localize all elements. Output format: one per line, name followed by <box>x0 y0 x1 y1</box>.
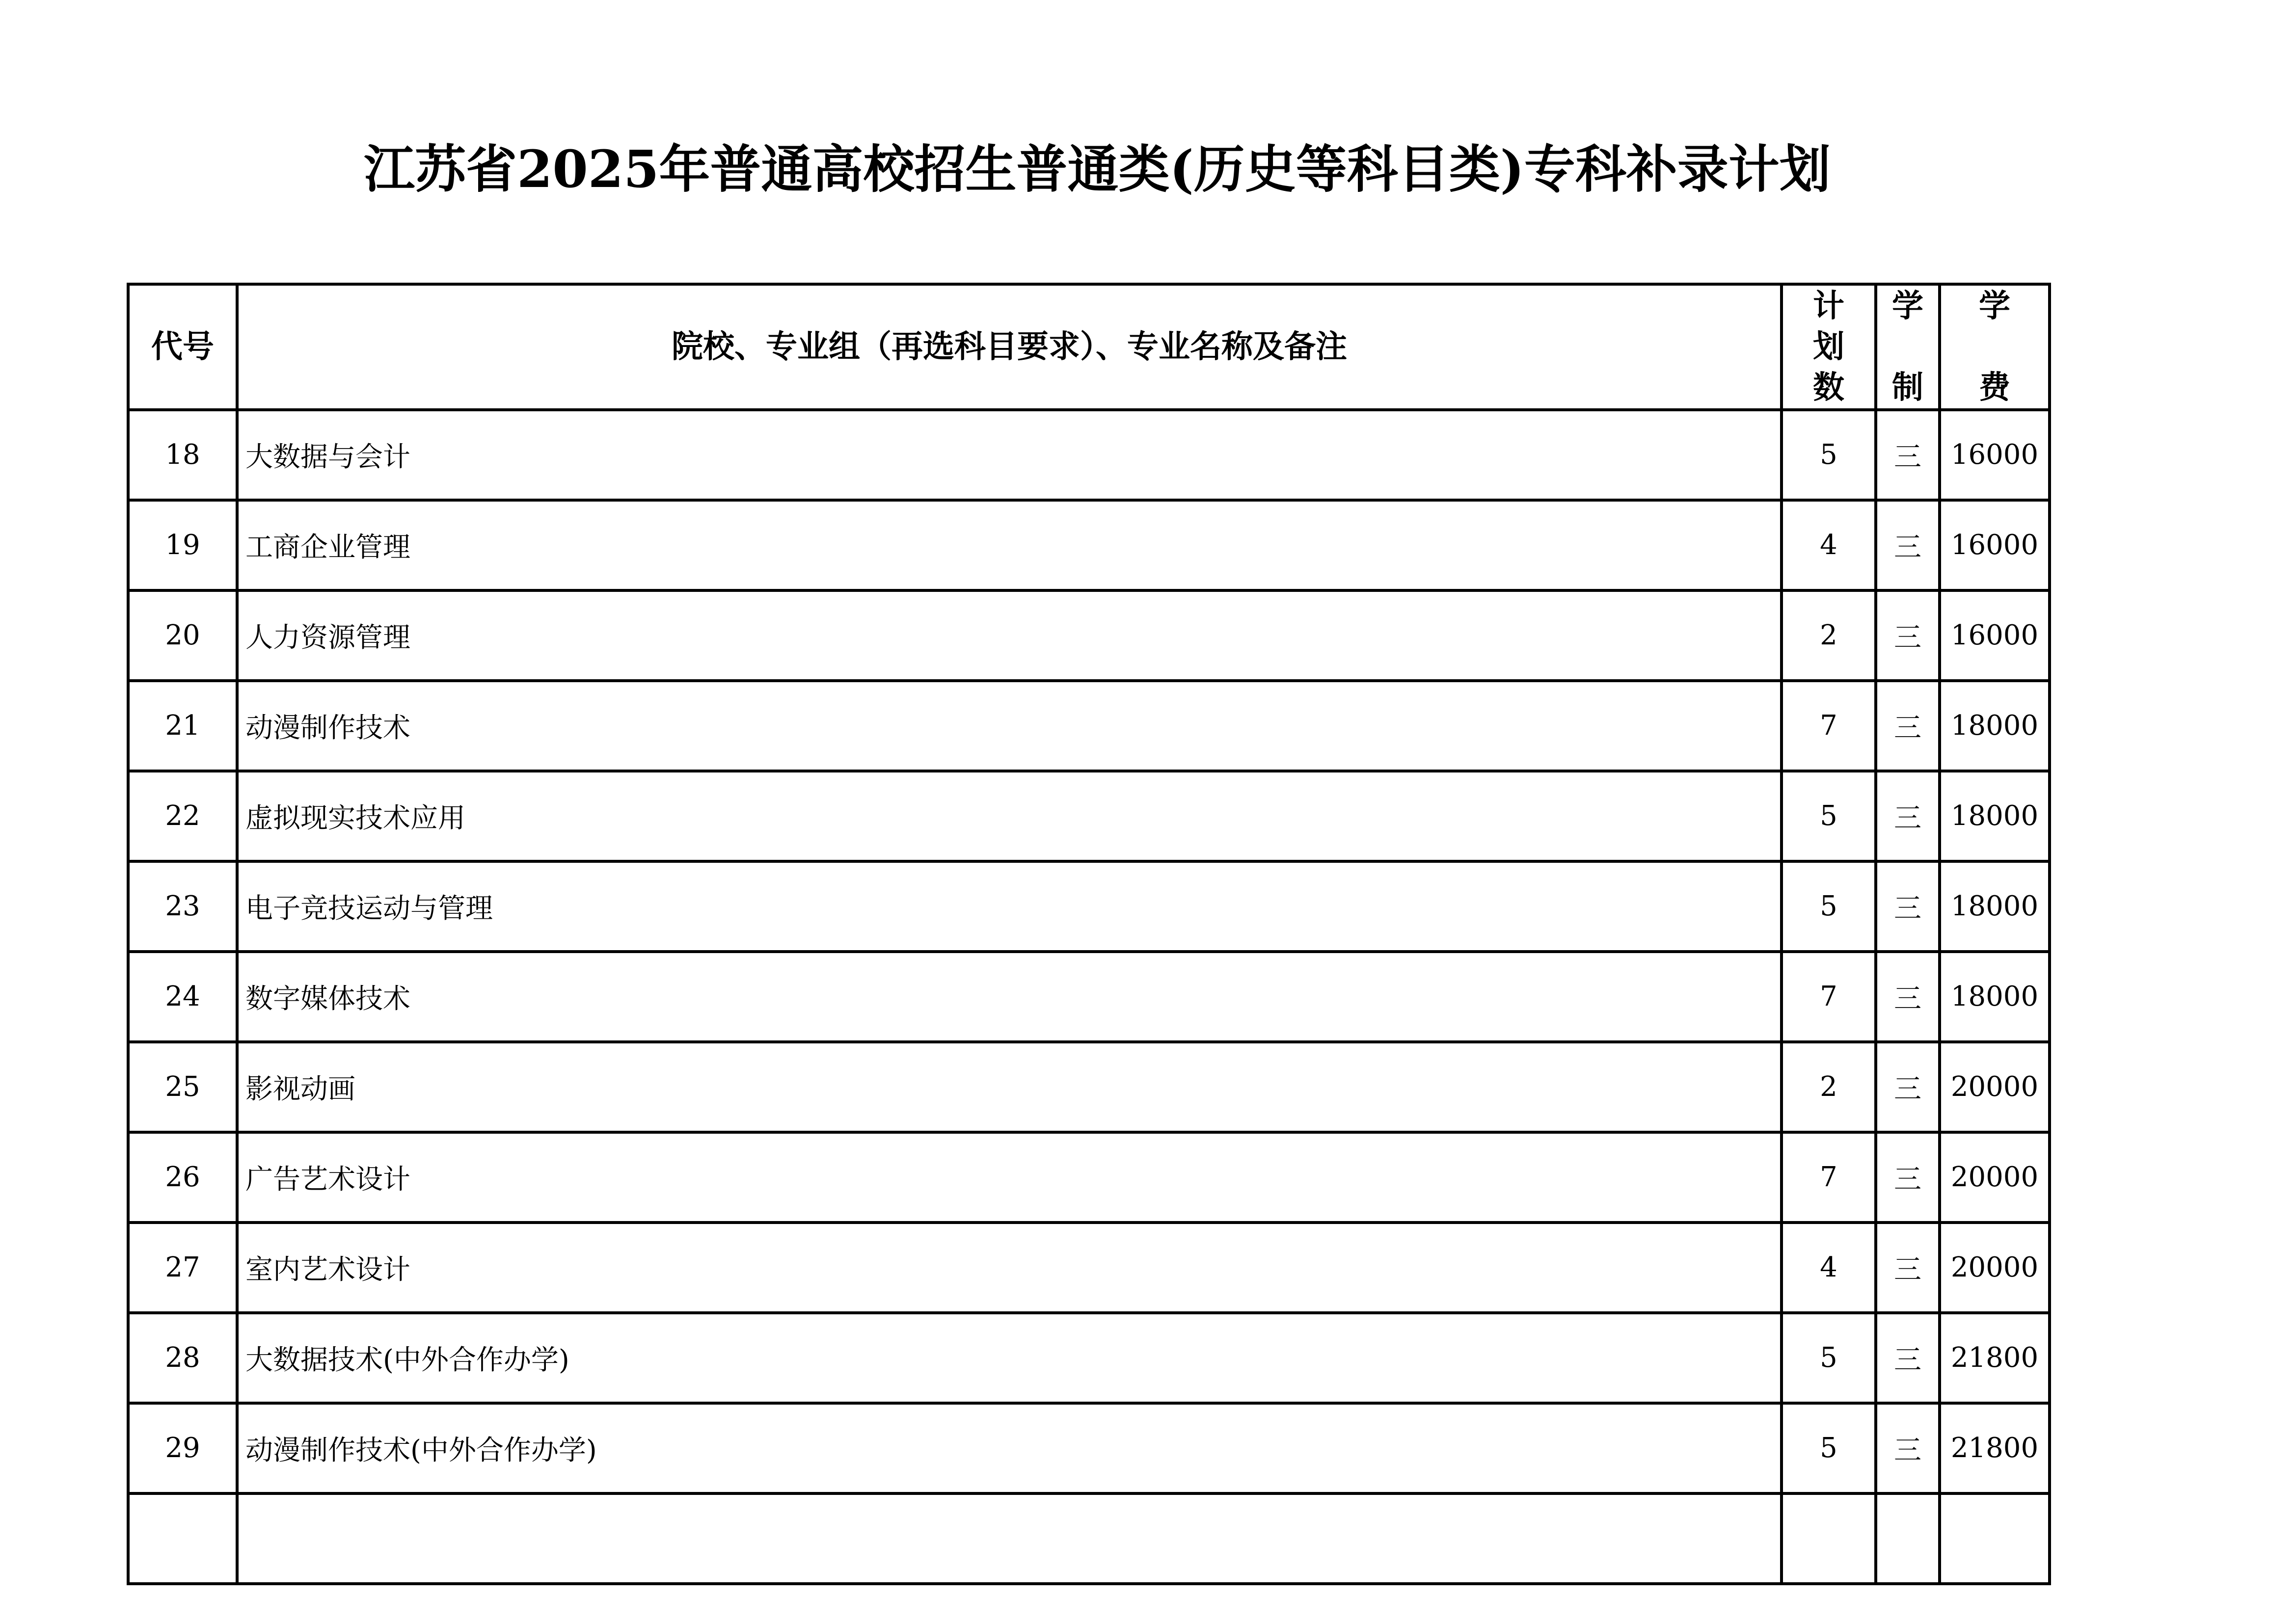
table-header-row <box>128 284 2050 410</box>
cell-code <box>128 1493 237 1584</box>
header-plan-char: 数 <box>1813 369 1844 406</box>
cell-plan-count: 7 <box>1782 1132 1876 1223</box>
cell-major-name: 数字媒体技术 <box>237 952 1782 1042</box>
table-row <box>128 681 2050 771</box>
cell-plan-count: 2 <box>1782 590 1876 681</box>
cell-code: 21 <box>128 681 237 771</box>
cell-major-name: 室内艺术设计 <box>237 1223 1782 1313</box>
cell-code: 19 <box>128 500 237 590</box>
table-row <box>128 952 2050 1042</box>
table-body <box>128 410 2050 1584</box>
cell-duration: 三 <box>1876 410 1940 500</box>
cell-duration: 三 <box>1876 681 1940 771</box>
header-plan <box>1782 284 1876 410</box>
header-duration <box>1876 284 1940 410</box>
cell-tuition: 20000 <box>1940 1042 2050 1132</box>
cell-duration: 三 <box>1876 1132 1940 1223</box>
cell-tuition: 16000 <box>1940 410 2050 500</box>
header-fee-char: 费 <box>1979 369 2010 406</box>
header-plan-char: 划 <box>1813 328 1844 366</box>
header-plan-char: 计 <box>1813 288 1844 324</box>
table-row <box>128 1223 2050 1313</box>
cell-plan-count: 7 <box>1782 952 1876 1042</box>
cell-code: 20 <box>128 590 237 681</box>
page-title: 江苏省2025年普通高校招生普通类(历史等科目类)专科补录计划 <box>364 139 1831 199</box>
header-duration-char: 制 <box>1892 369 1923 406</box>
cell-tuition: 18000 <box>1940 861 2050 952</box>
table-row <box>128 1132 2050 1223</box>
cell-major-name: 广告艺术设计 <box>237 1132 1782 1223</box>
table-row <box>128 500 2050 590</box>
table-row <box>128 410 2050 500</box>
table-row <box>128 1493 2050 1584</box>
cell-plan-count: 4 <box>1782 1223 1876 1313</box>
cell-code: 24 <box>128 952 237 1042</box>
cell-plan-count: 4 <box>1782 500 1876 590</box>
cell-code: 18 <box>128 410 237 500</box>
table-row <box>128 1403 2050 1493</box>
cell-plan-count: 5 <box>1782 771 1876 861</box>
cell-code: 28 <box>128 1313 237 1403</box>
cell-major-name: 影视动画 <box>237 1042 1782 1132</box>
table-row <box>128 771 2050 861</box>
cell-duration: 三 <box>1876 861 1940 952</box>
cell-duration: 三 <box>1876 1223 1940 1313</box>
cell-duration: 三 <box>1876 1313 1940 1403</box>
cell-tuition <box>1940 1493 2050 1584</box>
cell-tuition: 16000 <box>1940 590 2050 681</box>
cell-tuition: 18000 <box>1940 771 2050 861</box>
cell-duration: 三 <box>1876 590 1940 681</box>
enrollment-plan-table <box>127 283 2051 1585</box>
cell-tuition: 16000 <box>1940 500 2050 590</box>
cell-tuition: 18000 <box>1940 681 2050 771</box>
header-code: 代号 <box>128 284 237 410</box>
cell-duration: 三 <box>1876 1042 1940 1132</box>
cell-duration: 三 <box>1876 952 1940 1042</box>
cell-tuition: 20000 <box>1940 1223 2050 1313</box>
cell-major-name: 人力资源管理 <box>237 590 1782 681</box>
cell-plan-count: 5 <box>1782 1313 1876 1403</box>
cell-code: 26 <box>128 1132 237 1223</box>
cell-major-name: 动漫制作技术(中外合作办学) <box>237 1403 1782 1493</box>
cell-code: 25 <box>128 1042 237 1132</box>
cell-duration <box>1876 1493 1940 1584</box>
header-name: 院校、专业组（再选科目要求）、专业名称及备注 <box>237 284 1782 410</box>
table-row <box>128 861 2050 952</box>
table-row <box>128 1313 2050 1403</box>
cell-major-name: 虚拟现实技术应用 <box>237 771 1782 861</box>
cell-major-name: 大数据技术(中外合作办学) <box>237 1313 1782 1403</box>
cell-plan-count: 5 <box>1782 1403 1876 1493</box>
cell-major-name: 大数据与会计 <box>237 410 1782 500</box>
cell-major-name: 动漫制作技术 <box>237 681 1782 771</box>
cell-plan-count <box>1782 1493 1876 1584</box>
cell-tuition: 21800 <box>1940 1403 2050 1493</box>
header-duration-char: 学 <box>1892 288 1923 324</box>
cell-code: 23 <box>128 861 237 952</box>
cell-plan-count: 7 <box>1782 681 1876 771</box>
cell-code: 27 <box>128 1223 237 1313</box>
header-fee-char: 学 <box>1979 288 2010 324</box>
table-row <box>128 1042 2050 1132</box>
cell-major-name: 工商企业管理 <box>237 500 1782 590</box>
cell-code: 22 <box>128 771 237 861</box>
cell-tuition: 21800 <box>1940 1313 2050 1403</box>
cell-tuition: 20000 <box>1940 1132 2050 1223</box>
cell-plan-count: 5 <box>1782 861 1876 952</box>
cell-duration: 三 <box>1876 771 1940 861</box>
cell-code: 29 <box>128 1403 237 1493</box>
cell-duration: 三 <box>1876 1403 1940 1493</box>
table-row <box>128 590 2050 681</box>
cell-duration: 三 <box>1876 500 1940 590</box>
cell-major-name: 电子竞技运动与管理 <box>237 861 1782 952</box>
header-fee <box>1940 284 2050 410</box>
cell-major-name <box>237 1493 1782 1584</box>
cell-tuition: 18000 <box>1940 952 2050 1042</box>
cell-plan-count: 2 <box>1782 1042 1876 1132</box>
cell-plan-count: 5 <box>1782 410 1876 500</box>
